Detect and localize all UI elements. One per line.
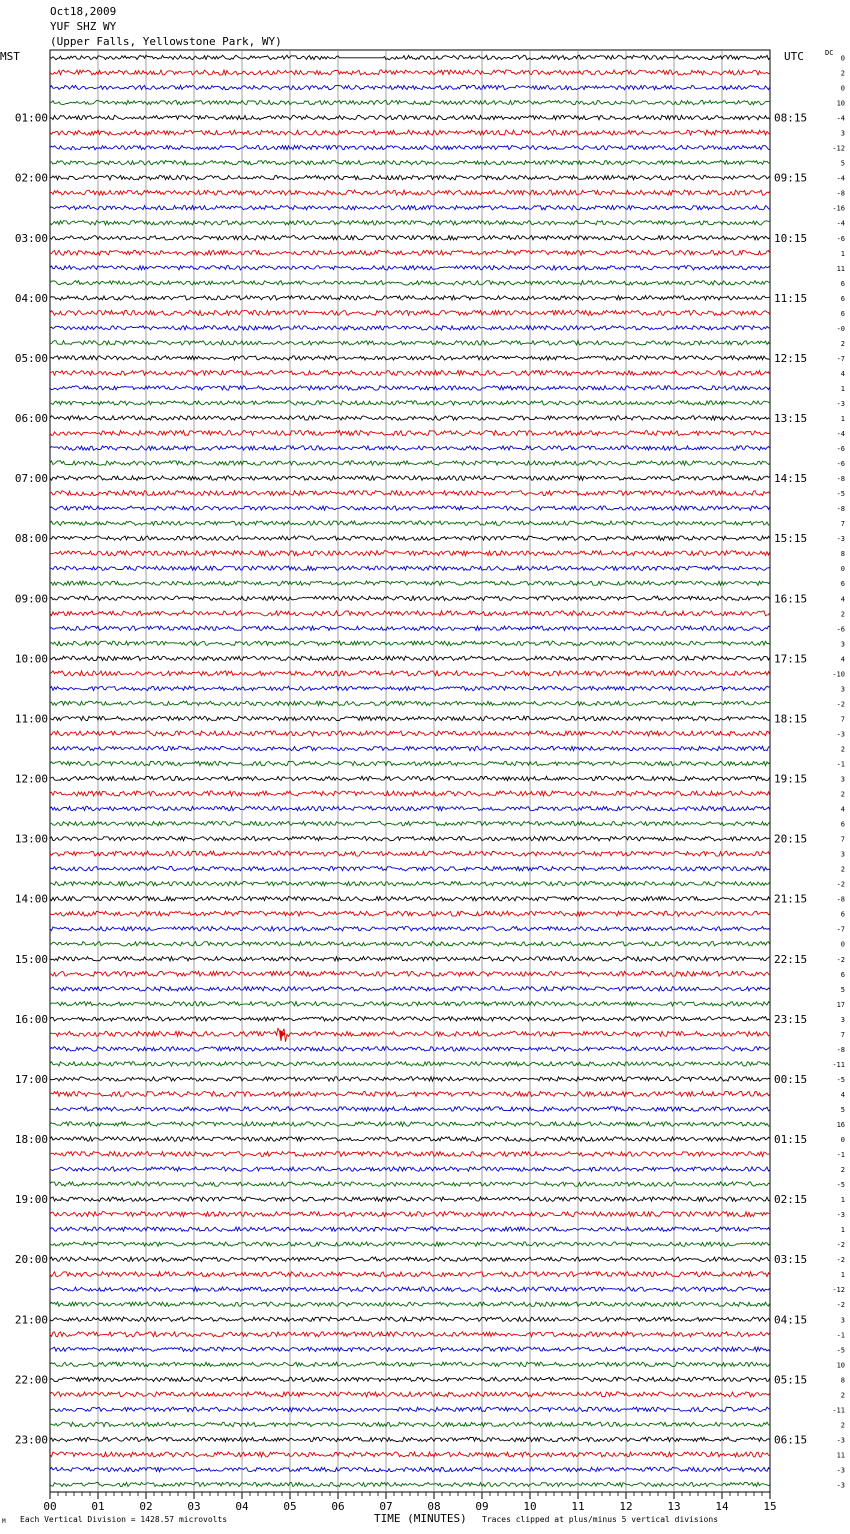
- right-hour-label: 20:15: [774, 832, 808, 846]
- trace-80: [50, 1257, 770, 1261]
- right-hour-label: 22:15: [774, 952, 808, 966]
- dc-offset-value: 2: [840, 339, 845, 348]
- left-hour-label: 23:00: [14, 1433, 48, 1447]
- dc-offset-value: -11: [832, 1060, 845, 1069]
- dc-offset-value: -8: [836, 475, 845, 484]
- dc-offset-value: -5: [836, 1346, 845, 1355]
- dc-offset-value: 1: [840, 249, 845, 258]
- dc-offset-value: -7: [836, 354, 845, 363]
- trace-71: [50, 1122, 770, 1126]
- dc-offset-value: 1: [840, 1226, 845, 1235]
- trace-7: [50, 161, 770, 165]
- trace-32: [50, 536, 770, 540]
- dc-offset-value: 6: [840, 970, 845, 979]
- trace-3: [50, 100, 770, 104]
- dc-offset-value: 0: [840, 84, 845, 93]
- trace-25: [50, 431, 770, 436]
- x-tick-label: 07: [379, 1500, 393, 1513]
- dc-offset-value: -2: [836, 1241, 845, 1250]
- right-hour-label: 02:15: [774, 1193, 808, 1207]
- dc-offset-value: 6: [840, 279, 845, 288]
- trace-17: [50, 310, 770, 315]
- trace-61: [50, 971, 770, 976]
- left-hour-label: 17:00: [14, 1072, 48, 1086]
- x-tick-label: 06: [331, 1500, 345, 1513]
- dc-offset-value: 6: [840, 294, 845, 303]
- trace-94: [50, 1467, 770, 1471]
- right-hour-label: 08:15: [774, 111, 808, 125]
- left-hour-label: 21:00: [14, 1313, 48, 1327]
- right-hour-label: 06:15: [774, 1433, 808, 1447]
- dc-offset-value: 2: [840, 1421, 845, 1430]
- trace-16: [50, 296, 770, 300]
- dc-offset-value: -5: [836, 1181, 845, 1190]
- dc-offset-value: 5: [840, 1105, 845, 1114]
- trace-12: [50, 236, 770, 240]
- trace-58: [50, 927, 770, 931]
- trace-24: [50, 416, 770, 420]
- x-axis-label: TIME (MINUTES): [374, 1512, 467, 1525]
- right-hour-label: 11:15: [774, 291, 808, 305]
- trace-48: [50, 776, 770, 780]
- trace-81: [50, 1272, 770, 1277]
- dc-offset-value: -3: [836, 1211, 845, 1220]
- corner-mark: M: [2, 1518, 6, 1525]
- dc-offset-value: 11: [836, 1451, 845, 1460]
- left-hour-label: 16:00: [14, 1012, 48, 1026]
- dc-offset-value: -8: [836, 1045, 845, 1054]
- x-tick-label: 01: [91, 1500, 105, 1513]
- dc-offset-value: 1: [840, 384, 845, 393]
- trace-21: [50, 371, 770, 376]
- dc-offset-value: -2: [836, 1301, 845, 1310]
- left-hour-label: 10:00: [14, 652, 48, 666]
- trace-46: [50, 746, 770, 750]
- x-tick-label: 03: [187, 1500, 201, 1513]
- trace-95: [50, 1482, 770, 1486]
- dc-offset-value: 4: [840, 805, 845, 814]
- trace-63: [50, 1002, 770, 1006]
- trace-8: [50, 176, 770, 180]
- dc-offset-value: -1: [836, 760, 845, 769]
- dc-offset-value: -16: [832, 204, 845, 213]
- trace-89: [50, 1392, 770, 1397]
- dc-offset-value: -8: [836, 895, 845, 904]
- dc-offset-value: 16: [836, 1120, 845, 1129]
- dc-offset-value: -1: [836, 1151, 845, 1160]
- trace-55: [50, 882, 770, 886]
- right-hour-label: 13:15: [774, 412, 808, 426]
- trace-66: [50, 1047, 770, 1051]
- trace-36: [50, 596, 770, 600]
- right-hour-label: 00:15: [774, 1072, 808, 1086]
- left-hour-label: 18:00: [14, 1133, 48, 1147]
- station-name: YUF SHZ WY: [50, 20, 117, 33]
- trace-2: [50, 85, 770, 89]
- trace-35: [50, 581, 770, 585]
- dc-offset-value: -3: [836, 730, 845, 739]
- dc-offset-value: 0: [840, 54, 845, 63]
- right-hour-label: 16:15: [774, 592, 808, 606]
- trace-77: [50, 1212, 770, 1217]
- dc-offset-value: -12: [832, 144, 845, 153]
- dc-offset-value: 3: [840, 775, 845, 784]
- trace-76: [50, 1197, 770, 1201]
- dc-offset-value: -8: [836, 505, 845, 514]
- dc-offset-value: 0: [840, 940, 845, 949]
- dc-offset-value: -2: [836, 700, 845, 709]
- x-tick-label: 12: [619, 1500, 633, 1513]
- left-timezone-label: MST: [0, 50, 20, 63]
- trace-67: [50, 1062, 770, 1066]
- left-hour-label: 20:00: [14, 1253, 48, 1267]
- dc-offset-value: 4: [840, 369, 845, 378]
- dc-offset-value: 1: [840, 1196, 845, 1205]
- trace-26: [50, 446, 770, 450]
- dc-offset-value: 2: [840, 790, 845, 799]
- right-hour-label: 15:15: [774, 532, 808, 546]
- trace-23: [50, 401, 770, 405]
- trace-42: [50, 686, 770, 690]
- trace-79: [50, 1242, 770, 1246]
- right-hour-label: 03:15: [774, 1253, 808, 1267]
- right-hour-label: 23:15: [774, 1012, 808, 1026]
- dc-offset-value: -4: [836, 114, 845, 123]
- trace-88: [50, 1377, 770, 1381]
- x-tick-label: 00: [43, 1500, 57, 1513]
- trace-90: [50, 1407, 770, 1411]
- trace-43: [50, 701, 770, 705]
- left-hour-label: 22:00: [14, 1373, 48, 1387]
- dc-offset-value: -11: [832, 1406, 845, 1415]
- trace-53: [50, 851, 770, 856]
- trace-73: [50, 1152, 770, 1157]
- dc-offset-value: 3: [840, 640, 845, 649]
- trace-83: [50, 1302, 770, 1306]
- dc-offset-value: -1: [836, 1331, 845, 1340]
- trace-49: [50, 791, 770, 796]
- trace-82: [50, 1287, 770, 1291]
- trace-28: [50, 476, 770, 480]
- left-hour-label: 11:00: [14, 712, 48, 726]
- clip-note: Traces clipped at plus/minus 5 vertical divisions: [482, 1515, 719, 1524]
- right-hour-label: 10:15: [774, 231, 808, 245]
- left-hour-label: 09:00: [14, 592, 48, 606]
- dc-offset-value: 8: [840, 550, 845, 559]
- left-hour-label: 01:00: [14, 111, 48, 125]
- right-hour-label: 05:15: [774, 1373, 808, 1387]
- dc-offset-value: -0: [836, 324, 845, 333]
- trace-92: [50, 1437, 770, 1441]
- dc-offset-value: 7: [840, 835, 845, 844]
- trace-5: [50, 130, 770, 135]
- trace-44: [50, 716, 770, 720]
- dc-offset-value: -4: [836, 219, 845, 228]
- dc-offset-value: 10: [836, 99, 845, 108]
- trace-31: [50, 521, 770, 525]
- dc-offset-value: -2: [836, 955, 845, 964]
- dc-offset-value: 10: [836, 1361, 845, 1370]
- left-hour-label: 13:00: [14, 832, 48, 846]
- trace-15: [50, 281, 770, 285]
- right-hour-label: 09:15: [774, 171, 808, 185]
- trace-30: [50, 506, 770, 510]
- dc-offset-value: -10: [832, 670, 845, 679]
- dc-offset-value: 5: [840, 985, 845, 994]
- dc-offset-value: 6: [840, 580, 845, 589]
- trace-64: [50, 1017, 770, 1021]
- dc-offset-value: 0: [840, 565, 845, 574]
- left-hour-label: 08:00: [14, 532, 48, 546]
- right-hour-label: 12:15: [774, 351, 808, 365]
- scale-note: Each Vertical Division = 1428.57 microvolts: [20, 1515, 228, 1524]
- trace-70: [50, 1107, 770, 1111]
- dc-offset-value: 2: [840, 865, 845, 874]
- trace-85: [50, 1332, 770, 1337]
- trace-34: [50, 566, 770, 570]
- dc-offset-value: 0: [840, 1136, 845, 1145]
- trace-11: [50, 221, 770, 225]
- trace-37: [50, 611, 770, 616]
- trace-33: [50, 551, 770, 556]
- left-hour-label: 04:00: [14, 291, 48, 305]
- trace-68: [50, 1077, 770, 1081]
- trace-84: [50, 1317, 770, 1321]
- trace-20: [50, 356, 770, 360]
- trace-62: [50, 987, 770, 991]
- dc-offset-value: 5: [840, 159, 845, 168]
- left-hour-label: 19:00: [14, 1193, 48, 1207]
- trace-39: [50, 641, 770, 645]
- left-hour-label: 03:00: [14, 231, 48, 245]
- right-timezone-label: UTC: [784, 50, 804, 63]
- dc-offset-value: 2: [840, 1166, 845, 1175]
- dc-offset-value: 7: [840, 715, 845, 724]
- dc-offset-value: 3: [840, 1316, 845, 1325]
- left-hour-label: 05:00: [14, 351, 48, 365]
- trace-56: [50, 897, 770, 901]
- trace-60: [50, 957, 770, 961]
- station-location: (Upper Falls, Yellowstone Park, WY): [50, 35, 282, 48]
- dc-offset-value: -8: [836, 189, 845, 198]
- right-hour-label: 14:15: [774, 472, 808, 486]
- trace-47: [50, 761, 770, 765]
- dc-offset-value: 6: [840, 309, 845, 318]
- x-tick-label: 08: [427, 1500, 441, 1513]
- dc-offset-value: 2: [840, 745, 845, 754]
- left-hour-label: 02:00: [14, 171, 48, 185]
- trace-65: [50, 1028, 770, 1041]
- dc-offset-value: 6: [840, 820, 845, 829]
- dc-offset-value: -2: [836, 880, 845, 889]
- dc-offset-value: 8: [840, 1376, 845, 1385]
- left-hour-label: 15:00: [14, 952, 48, 966]
- plot-date: Oct18,2009: [50, 5, 117, 18]
- trace-40: [50, 656, 770, 660]
- dc-offset-value: 3: [840, 1015, 845, 1024]
- trace-22: [50, 386, 770, 390]
- trace-69: [50, 1092, 770, 1097]
- trace-29: [50, 491, 770, 496]
- dc-offset-value: 3: [840, 850, 845, 859]
- dc-offset-value: 2: [840, 69, 845, 78]
- trace-52: [50, 836, 770, 840]
- left-hour-label: 07:00: [14, 472, 48, 486]
- dc-offset-value: -2: [836, 1256, 845, 1265]
- dc-offset-value: -3: [836, 535, 845, 544]
- x-tick-label: 15: [763, 1500, 777, 1513]
- dc-offset-value: 2: [840, 610, 845, 619]
- dc-offset-value: -7: [836, 925, 845, 934]
- trace-45: [50, 731, 770, 736]
- dc-offset-value: -4: [836, 430, 845, 439]
- trace-78: [50, 1227, 770, 1231]
- dc-offset-value: 4: [840, 1090, 845, 1099]
- trace-54: [50, 866, 770, 870]
- dc-offset-value: -3: [836, 1481, 845, 1490]
- dc-offset-value: 3: [840, 129, 845, 138]
- trace-14: [50, 266, 770, 270]
- dc-offset-value: -5: [836, 1075, 845, 1084]
- dc-offset-value: 7: [840, 520, 845, 529]
- trace-1: [50, 70, 770, 75]
- trace-91: [50, 1422, 770, 1426]
- right-hour-label: 17:15: [774, 652, 808, 666]
- trace-74: [50, 1167, 770, 1171]
- right-hour-label: 18:15: [774, 712, 808, 726]
- trace-75: [50, 1182, 770, 1186]
- x-tick-label: 09: [475, 1500, 489, 1513]
- trace-59: [50, 942, 770, 946]
- dc-offset-value: -3: [836, 1436, 845, 1445]
- left-hour-label: 12:00: [14, 772, 48, 786]
- trace-57: [50, 911, 770, 916]
- dc-offset-value: 6: [840, 910, 845, 919]
- x-tick-label: 02: [139, 1500, 153, 1513]
- x-tick-label: 10: [523, 1500, 537, 1513]
- dc-offset-value: -3: [836, 399, 845, 408]
- trace-10: [50, 206, 770, 210]
- dc-offset-value: -6: [836, 625, 845, 634]
- dc-offset-value: -6: [836, 445, 845, 454]
- dc-offset-value: -5: [836, 490, 845, 499]
- trace-50: [50, 806, 770, 810]
- dc-offset-value: 4: [840, 595, 845, 604]
- x-tick-label: 11: [571, 1500, 585, 1513]
- left-hour-label: 14:00: [14, 892, 48, 906]
- trace-51: [50, 821, 770, 825]
- trace-0: [50, 55, 770, 59]
- dc-offset-value: 7: [840, 1030, 845, 1039]
- trace-4: [50, 115, 770, 119]
- dc-offset-value: 3: [840, 685, 845, 694]
- trace-19: [50, 341, 770, 345]
- dc-offset-value: 1: [840, 1271, 845, 1280]
- trace-27: [50, 461, 770, 465]
- dc-offset-value: -3: [836, 1466, 845, 1475]
- trace-13: [50, 250, 770, 255]
- right-hour-label: 19:15: [774, 772, 808, 786]
- left-hour-label: 06:00: [14, 412, 48, 426]
- dc-offset-value: -6: [836, 234, 845, 243]
- dc-offset-value: -6: [836, 460, 845, 469]
- right-hour-label: 04:15: [774, 1313, 808, 1327]
- right-hour-label: 01:15: [774, 1133, 808, 1147]
- dc-offset-value: 17: [836, 1000, 845, 1009]
- trace-93: [50, 1452, 770, 1457]
- dc-offset-value: -4: [836, 174, 845, 183]
- x-tick-label: 13: [667, 1500, 681, 1513]
- trace-72: [50, 1137, 770, 1141]
- x-tick-label: 04: [235, 1500, 249, 1513]
- trace-86: [50, 1347, 770, 1351]
- right-hour-label: 21:15: [774, 892, 808, 906]
- trace-38: [50, 626, 770, 630]
- dc-offset-value: 4: [840, 655, 845, 664]
- dc-offset-value: 1: [840, 415, 845, 424]
- dc-offset-header: DC: [825, 49, 834, 57]
- trace-9: [50, 190, 770, 195]
- trace-87: [50, 1362, 770, 1366]
- dc-offset-value: -12: [832, 1286, 845, 1295]
- dc-offset-value: 11: [836, 264, 845, 273]
- x-tick-label: 14: [715, 1500, 729, 1513]
- x-tick-label: 05: [283, 1500, 297, 1513]
- dc-offset-value: 2: [840, 1391, 845, 1400]
- trace-41: [50, 671, 770, 676]
- trace-6: [50, 145, 770, 149]
- trace-18: [50, 326, 770, 330]
